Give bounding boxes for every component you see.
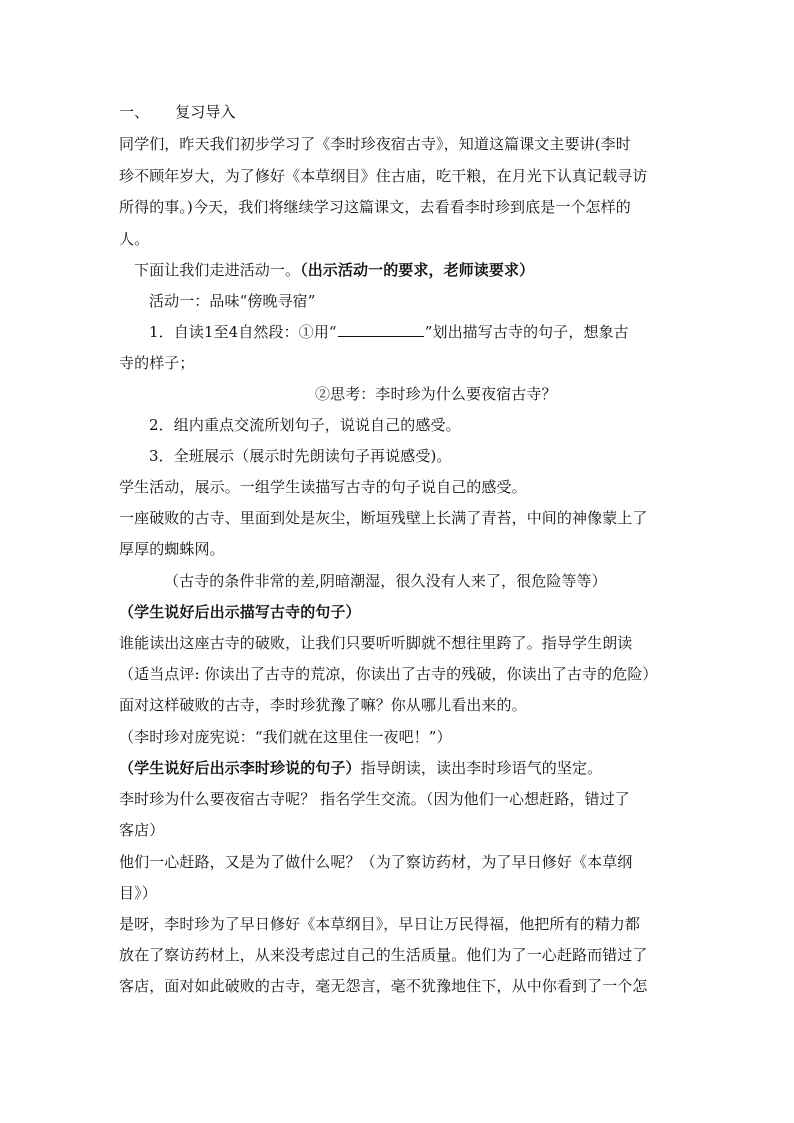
show-temple-sentence: （学生说好后出示描写古寺的句子） [119, 603, 361, 621]
task-1 [149, 322, 629, 342]
intro-instruction: （出示活动一的要求，老师读要求） [300, 261, 535, 279]
show-li-guidance: 指导朗读，读出李时珍语气的坚定。 [360, 759, 603, 777]
purpose-question-line: 目》） [119, 884, 157, 902]
paragraph-line: 所得的事。)今天，我们将继续学习这篇课文，去看看李时珍到底是一个怎样的 [119, 198, 631, 216]
paragraph-line: 人。 [119, 230, 150, 248]
purpose-question-line: 他们一心赶路，又是为了做什么呢？（为了察访药材，为了早日修好《本草纲 [119, 853, 633, 871]
answer-blank [338, 322, 424, 337]
task-1-text-start: 1．自读1至4自然段：①用“ [149, 323, 337, 341]
task-1-text-end: ”划出描写古寺的句子，想象古 [424, 323, 629, 341]
guide-reading: 谁能读出这座古寺的破败，让我们只要听听脚就不想往里跨了。指导学生朗读 [119, 634, 633, 652]
show-li-sentence [119, 758, 602, 778]
show-li-instruction: （学生说好后出示李时珍说的句子） [119, 759, 361, 777]
temple-description-line: 一座破败的古寺、里面到处是灰尘，断垣残壁上长满了青苔，中间的神像蒙上了 [119, 509, 648, 527]
heading-number: 一、 [119, 103, 150, 121]
intro-text: 下面让我们走进活动一。 [134, 261, 301, 279]
paragraph-line: 同学们，昨天我们初步学习了《李时珍夜宿古寺》，知道这篇课文主要讲(李时 [119, 135, 631, 153]
task-2: 2．组内重点交流所划句子，说说自己的感受。 [149, 416, 461, 434]
temple-description-line: 厚厚的蜘蛛网。 [119, 540, 225, 558]
student-activity: 学生活动，展示。一组学生读描写古寺的句子说自己的感受。 [119, 478, 527, 496]
teacher-comment: （适当点评: 你读出了古寺的荒凉，你读出了古寺的残破，你读出了古寺的危险） [119, 665, 658, 683]
temple-note: （古寺的条件非常的差,阴暗潮湿，很久没有人来了，很危险等等） [164, 572, 607, 590]
activity-title: 活动一：品味“傍晚寻宿” [149, 292, 316, 310]
hesitation-question: 面对这样破败的古寺，李时珍犹豫了嘛？你从哪儿看出来的。 [119, 696, 527, 714]
intro-line [134, 260, 534, 280]
task-1-continued: 寺的样子； [119, 354, 195, 372]
conclusion-line: 是呀，李时珍为了早日修好《本草纲目》，早日让万民得福，他把所有的精力都 [119, 915, 641, 933]
heading-title: 复习导入 [175, 103, 236, 121]
why-question-line: 客店） [119, 821, 165, 839]
task-3: 3．全班展示（展示时先朗读句子再说感受)。 [149, 447, 452, 465]
task-1-question: ②思考：李时珍为什么要夜宿古寺？ [315, 385, 557, 403]
section-heading [119, 102, 236, 122]
conclusion-line: 客店，面对如此破败的古寺，毫无怨言，毫不犹豫地住下，从中你看到了一个怎 [119, 977, 648, 995]
conclusion-line: 放在了察访药材上，从来没考虑过自己的生活质量。他们为了一心赶路而错过了 [119, 946, 648, 964]
li-shizhen-quote: （李时珍对庞宪说：“我们就在这里住一夜吧！”） [119, 728, 452, 746]
paragraph-line: 珍不顾年岁大，为了修好《本草纲目》住古庙，吃干粮，在月光下认真记载寻访 [119, 167, 648, 185]
why-question-line: 李时珍为什么要夜宿古寺呢？ 指名学生交流。（因为他们一心想赶路，错过了 [119, 790, 630, 808]
